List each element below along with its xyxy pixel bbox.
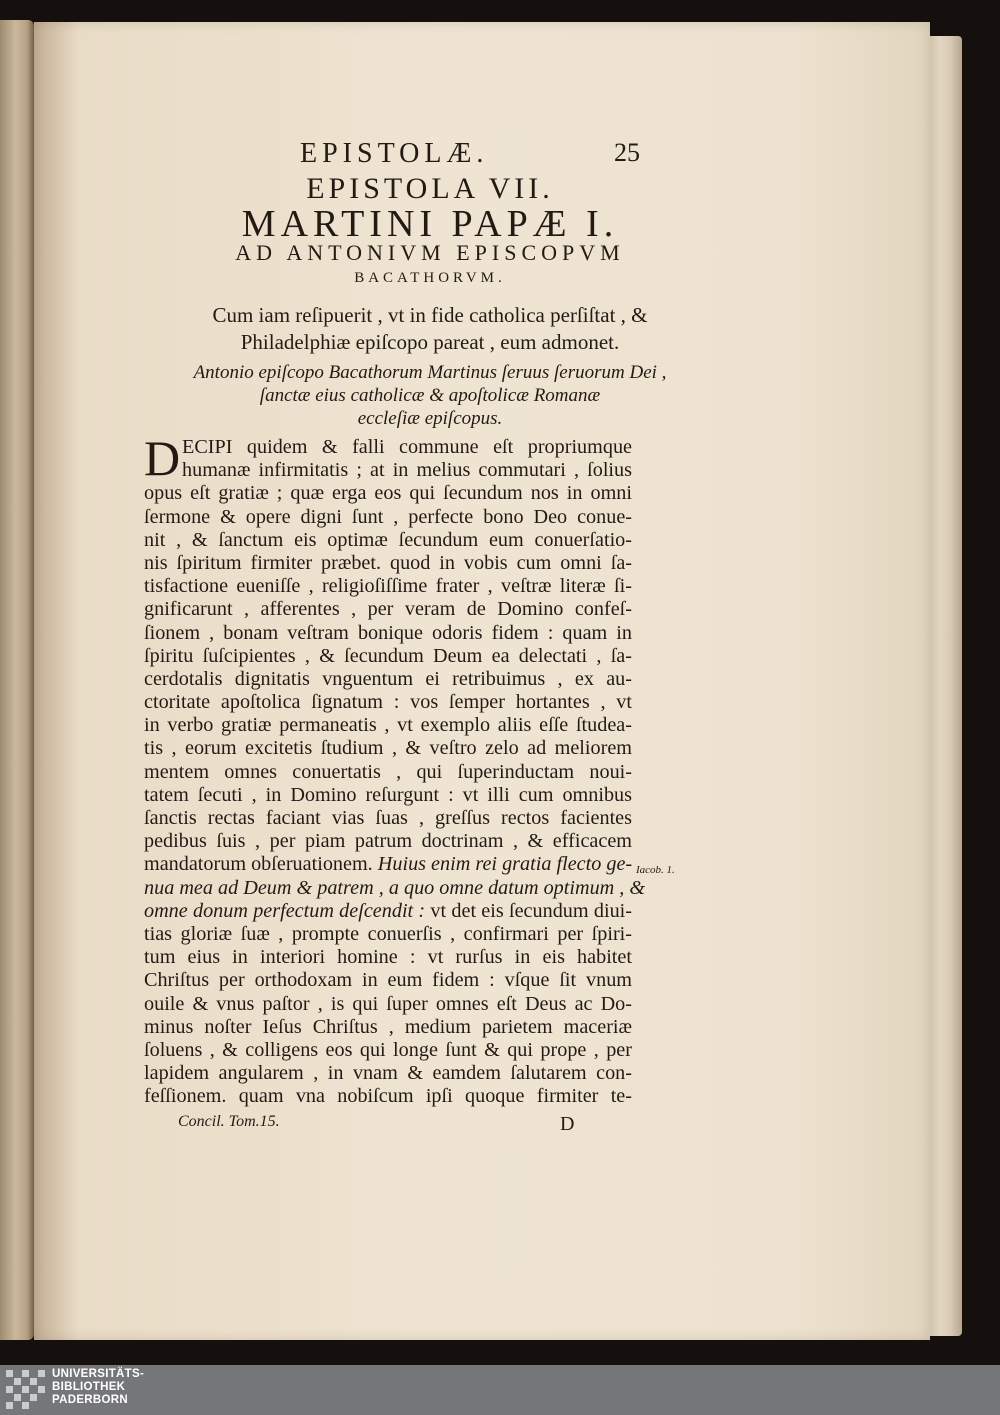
body-line: tias gloriæ ſuæ , prompte conuerſis , confirmari per ſpiri- — [144, 922, 632, 945]
body-line: lapidem angularem , in vnam & eamdem ſalutarem con- — [144, 1062, 632, 1085]
body-italic-span: omne donum perfectum deſcendit : — [144, 899, 431, 922]
body-line-mixed — [144, 900, 632, 923]
body-line: pedibus ſuis , per piam patrum doctrinam , & efficacem — [144, 830, 632, 853]
salutation-line: eccleſiæ epiſcopus. — [357, 408, 503, 429]
body-line: ſionem , bonam veſtram bonique odoris fidem : quam in — [144, 621, 632, 644]
left-page-edge — [0, 20, 34, 1340]
body-line: nis ſpiritum firmiter præbet. quod in vobis cum omni ſa- — [144, 551, 632, 574]
body-line: ſanctis rectas faciant vias ſuas , greſſus rectos facientes — [144, 807, 632, 829]
body-line: ctoritate apoſtolica ſignatum : vos ſemper hortantes , vt — [144, 691, 632, 714]
body-line: mentem omnes conuertatis , qui ſuperinductam noui- — [144, 760, 632, 783]
body-line: ſpiritu ſuſcipientes , & ſecundum Deum ea delectati , ſa- — [144, 644, 632, 667]
body-line: cerdotalis dignitatis vnguentum ei retribuimus , ex au- — [144, 667, 632, 690]
epistola-number: EPISTOLA VII. — [306, 172, 554, 205]
signature-mark: Concil. Tom.15. — [178, 1113, 280, 1130]
running-head: EPISTOLÆ. — [300, 138, 489, 169]
salutation-line: Antonio epiſcopo Bacathorum Martinus ſeruus ſeruorum Dei , — [193, 362, 667, 383]
body-line: ECIPI quidem & falli commune eſt propriumque — [182, 436, 632, 458]
body-line: feſſionem. quam vna nobiſcum ipſi quoque firmiter te- — [144, 1085, 632, 1108]
author-heading: MARTINI PAPÆ I. — [241, 203, 619, 245]
page-header — [300, 130, 650, 170]
body-line: tisfactione eueniſſe , religioſiſſime frater , veſtræ literæ ſi- — [144, 575, 632, 598]
body-line: ſoluens , & colligens eos qui longe ſunt & qui prope , per — [144, 1038, 632, 1061]
body-line: in verbo gratiæ permaneatis , vt exemplo aliis eſſe ſtudea- — [144, 714, 632, 737]
body-line: ouile & vnus paſtor , is qui ſuper omnes eſt Deus ac Do- — [144, 992, 632, 1015]
body-line: nit , & ſanctum eis optimæ ſecundum eum conuerſatio- — [144, 528, 632, 551]
body-line: tis , eorum excitetis ſtudium , & veſtro zelo ad meliorem — [144, 737, 632, 760]
letter-body — [144, 430, 646, 1108]
body-roman-span: mandatorum obſeruationem. — [144, 853, 378, 876]
body-line: opus eſt gratiæ ; quæ erga eos qui ſecundum nos in omni — [144, 482, 632, 505]
body-line: humanæ infirmitatis ; at in melius commutari , ſolius — [182, 459, 632, 482]
drop-cap: D — [144, 430, 181, 486]
library-name-line: BIBLIOTHEK — [52, 1381, 126, 1393]
body-line: ſermone & opere digni ſunt , perfecte bono Deo conue- — [144, 505, 632, 528]
summary-line: Philadelphiæ epiſcopo pareat , eum admonet. — [240, 330, 620, 354]
body-line: tatem ſecuti , in Domino reſurgunt : vt illi cum omnibus — [144, 783, 632, 806]
library-logo-icon — [6, 1370, 46, 1410]
body-italic-span: Huius enim rei gratia flecto ge- — [377, 853, 633, 876]
body-roman-span: vt det eis ſecundum diui- — [430, 899, 632, 922]
body-line-italic: nua mea ad Deum & patrem , a quo omne datum optimum , & — [144, 876, 646, 899]
body-line: tum eius in interiori homine : vt rurſus in eis habitet — [144, 946, 632, 969]
body-line: Chriſtus per orthodoxam in eum fidem : vſque ſit vnum — [144, 969, 632, 992]
body-line: gnificarunt , afferentes , per veram de Domino confeſ- — [144, 598, 632, 621]
addressee-heading: AD ANTONIVM EPISCOPVM — [235, 240, 625, 265]
body-line-mixed — [144, 853, 632, 876]
page-number: 25 — [614, 138, 640, 167]
summary-line: Cum iam reſipuerit , vt in fide catholica perſiſtat , & — [212, 303, 648, 327]
library-name-line: UNIVERSITÄTS- — [52, 1368, 145, 1380]
page-fore-edge — [928, 36, 962, 1336]
library-name — [52, 1368, 144, 1407]
library-name-line: PADERBORN — [52, 1394, 128, 1406]
library-footer-bar — [0, 1365, 1000, 1415]
margin-note: Iacob. 1. — [636, 864, 675, 876]
body-line: minus noſter Ieſus Chriſtus , medium parietem maceriæ — [144, 1015, 632, 1038]
salutation-line: ſanctæ eius catholicæ & apoſtolicæ Romanæ — [259, 385, 601, 406]
addressee-heading-2: BACATHORVM. — [354, 270, 506, 286]
catchword: D — [560, 1113, 575, 1135]
